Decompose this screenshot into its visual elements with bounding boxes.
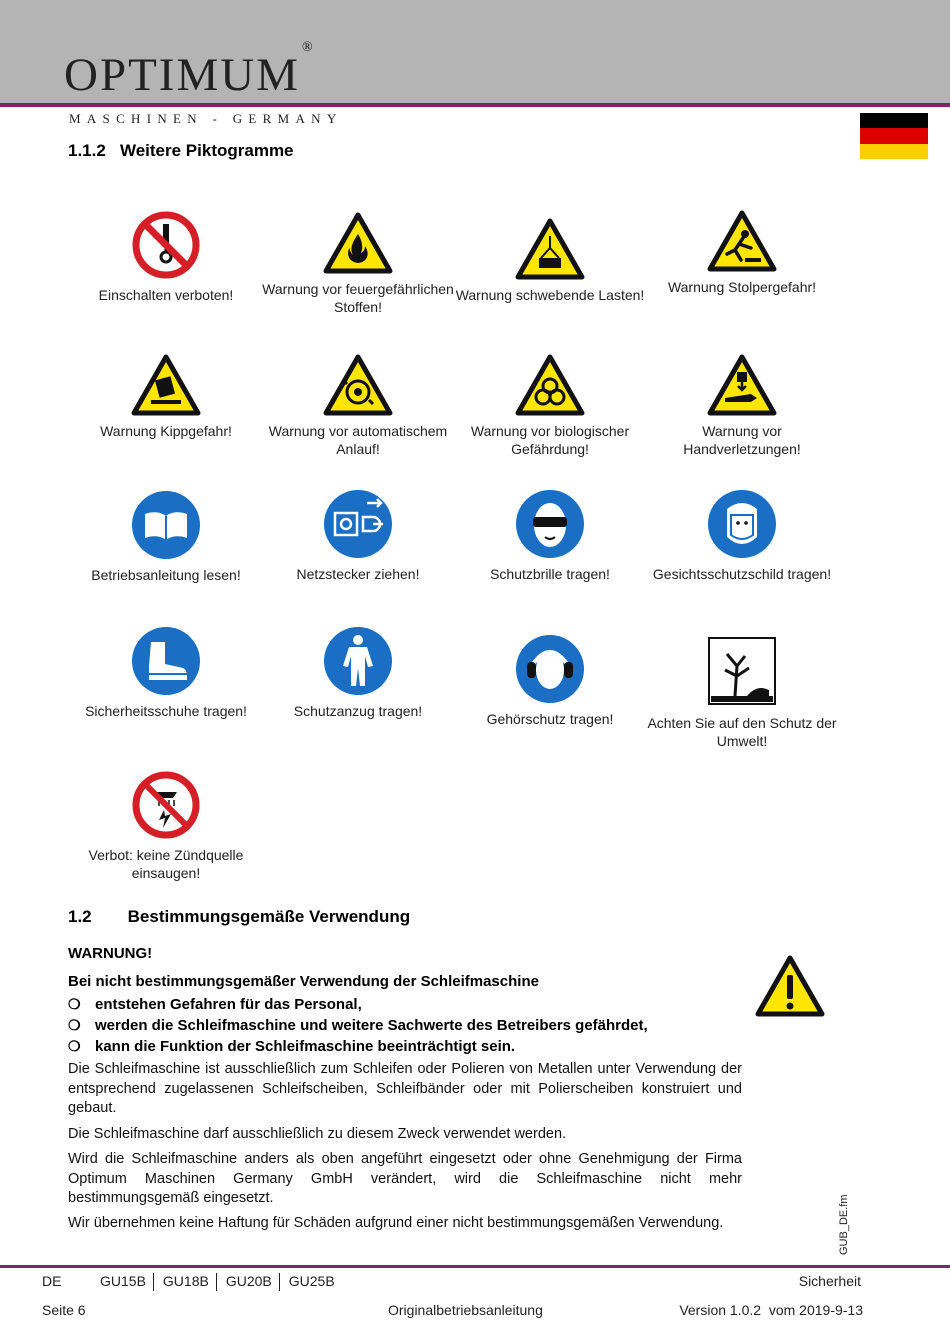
biohazard-warning-icon bbox=[515, 354, 585, 416]
list-item: ❍ werden die Schleifmaschine und weitere Sachwerte des Betreibers gefährdet, bbox=[68, 1017, 648, 1034]
pictogram-caption: Schutzanzug tragen! bbox=[293, 703, 423, 719]
footer-language: DE bbox=[42, 1273, 62, 1289]
footer-version: Version 1.0.2 vom 2019-9-13 bbox=[679, 1302, 863, 1318]
section-heading-intended-use: 1.2 Bestimmungsgemäße Verwendung bbox=[68, 907, 411, 926]
pictogram-caption: Verbot: keine Zündquelle einsaugen! bbox=[88, 847, 244, 881]
flammable-warning-icon bbox=[323, 212, 393, 274]
pictogram-biohazard bbox=[454, 354, 646, 458]
pictogram-caption: Achten Sie auf den Schutz der Umwelt! bbox=[647, 715, 837, 749]
pictogram-caption: Netzstecker ziehen! bbox=[296, 566, 420, 582]
pictogram-trip-hazard bbox=[646, 210, 838, 296]
pictogram-caption: Warnung schwebende Lasten! bbox=[455, 287, 645, 303]
optimum-logo: OPTIMUM® bbox=[64, 40, 315, 101]
pictogram-caption: Einschalten verboten! bbox=[98, 287, 234, 303]
hand-injury-warning-icon bbox=[707, 354, 777, 416]
pictogram-hand-injury bbox=[646, 354, 838, 458]
pictogram-safety-shoes bbox=[70, 626, 262, 720]
pictogram-caption: Warnung vor feuergefährlichen Stoffen! bbox=[262, 281, 454, 315]
hearing-protection-icon bbox=[515, 634, 585, 704]
pictogram-tipping bbox=[70, 354, 262, 440]
no-switch-on-icon bbox=[131, 210, 201, 280]
model-label: GU25B bbox=[288, 1273, 335, 1289]
pictogram-no-ignition-source bbox=[70, 770, 262, 882]
pictogram-automatic-start bbox=[262, 354, 454, 458]
model-label: GU15B bbox=[100, 1273, 146, 1289]
pictogram-caption: Warnung vor Handverletzungen! bbox=[683, 423, 801, 457]
pictogram-safety-glasses bbox=[454, 489, 646, 583]
pictogram-face-shield bbox=[646, 489, 838, 583]
automatic-start-warning-icon bbox=[323, 354, 393, 416]
tipping-warning-icon bbox=[131, 354, 201, 416]
environment-icon bbox=[707, 636, 777, 708]
logo-subtitle: MASCHINEN - GERMANY bbox=[69, 111, 343, 126]
paragraph: Die Schleifmaschine ist ausschließlich zum Schleifen oder Polieren von Metallen unter Verwendung der entsprechend zugelassenen Schleifscheiben, Schleifbänder oder mit Polierscheiben konstruiert und gebaut. bbox=[68, 1061, 742, 1116]
footer-section: Sicherheit bbox=[798, 1273, 861, 1289]
pictogram-read-manual bbox=[70, 490, 262, 584]
pictogram-flammable bbox=[262, 212, 454, 316]
list-item: ❍ entstehen Gefahren für das Personal, bbox=[68, 996, 362, 1013]
warning-title: WARNUNG! bbox=[68, 945, 153, 962]
german-flag-icon bbox=[860, 113, 928, 159]
pictogram-caption: Warnung vor automatischem Anlauf! bbox=[268, 423, 448, 457]
warning-bullet-list bbox=[68, 994, 748, 1057]
pictogram-protective-suit bbox=[262, 626, 454, 720]
paragraph: Wir übernehmen keine Haftung für Schäden aufgrund einer nicht bestimmungsgemäßen Verwendung. bbox=[68, 1215, 724, 1231]
pictogram-environment bbox=[646, 636, 838, 750]
footer-page-number: Seite 6 bbox=[42, 1302, 86, 1318]
pictogram-unplug bbox=[262, 489, 454, 583]
pictogram-hearing-protection bbox=[454, 634, 646, 728]
pictogram-caption: Betriebsanleitung lesen! bbox=[91, 567, 241, 583]
paragraph: Die Schleifmaschine darf ausschließlich zu diesem Zweck verwendet werden. bbox=[68, 1126, 567, 1142]
no-ignition-source-icon bbox=[131, 770, 201, 840]
protective-suit-icon bbox=[323, 626, 393, 696]
pictogram-caption: Gesichtsschutzschild tragen! bbox=[652, 566, 832, 582]
section-heading-pictograms: 1.1.2 Weitere Piktogramme bbox=[68, 141, 294, 160]
model-label: GU18B bbox=[162, 1273, 209, 1289]
read-manual-icon bbox=[131, 490, 201, 560]
model-label: GU20B bbox=[225, 1273, 272, 1289]
pictogram-caption: Schutzbrille tragen! bbox=[490, 566, 610, 582]
list-item: ❍ kann die Funktion der Schleifmaschine beeinträchtigt sein. bbox=[68, 1038, 516, 1055]
pictogram-no-switch-on bbox=[70, 210, 262, 304]
pictogram-caption: Gehörschutz tragen! bbox=[486, 711, 614, 727]
safety-shoes-icon bbox=[131, 626, 201, 696]
pictogram-suspended-load bbox=[454, 218, 646, 304]
unplug-icon bbox=[323, 489, 393, 559]
safety-glasses-icon bbox=[515, 489, 585, 559]
side-filename: GUB_DE.fm bbox=[838, 1194, 850, 1255]
footer-divider bbox=[0, 1265, 950, 1268]
pictogram-caption: Warnung Kippgefahr! bbox=[100, 423, 232, 439]
suspended-load-warning-icon bbox=[515, 218, 585, 280]
header-divider bbox=[0, 103, 950, 107]
pictogram-caption: Sicherheitsschuhe tragen! bbox=[85, 703, 247, 719]
footer-document-title: Originalbetriebsanleitung bbox=[388, 1302, 543, 1318]
face-shield-icon bbox=[707, 489, 777, 559]
pictogram-caption: Warnung Stolpergefahr! bbox=[667, 279, 817, 295]
warning-lead: Bei nicht bestimmungsgemäßer Verwendung der Schleifmaschine bbox=[68, 973, 539, 990]
paragraph: Wird die Schleifmaschine anders als oben angeführt eingesetzt oder ohne Genehmigung der Firma Optimum Maschinen Germany GmbH verändert, wird die Schleifmaschine nicht mehr bestimmungsgemäß eingesetzt. bbox=[68, 1151, 742, 1206]
trip-hazard-warning-icon bbox=[707, 210, 777, 272]
footer-models bbox=[100, 1273, 340, 1291]
pictogram-caption: Warnung vor biologischer Gefährdung! bbox=[470, 423, 630, 457]
general-warning-icon bbox=[755, 955, 825, 1017]
